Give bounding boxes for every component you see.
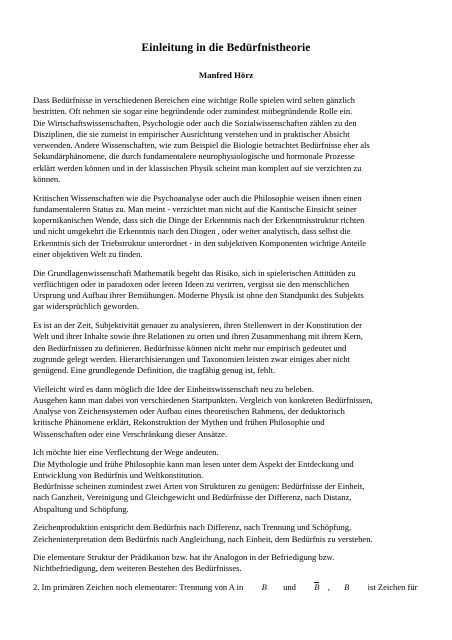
text-line: Welt und ihrer Inhalte sowie ihre Relationen zu orten und ihren Zusammenhang mit ihrem Kern,	[33, 331, 363, 342]
text-line: einer objektiven Welt zu finden.	[33, 249, 143, 260]
text-line: verwenden. Andere Wissenschaften, wie zum Beispiel die Biologie betrachtet Bedürfnisse eher als	[33, 140, 370, 151]
text-line: können.	[33, 174, 61, 185]
text-line: Vielleicht wird es dann möglich die Idee der Einheitswissenschaft neu zu beleben.	[33, 383, 314, 394]
text-line: Zeichenproduktion entspricht dem Bedürfnis nach Differenz, nach Trennung und Schöpfung,	[33, 522, 352, 533]
paragraph	[33, 268, 425, 313]
text-line: Dass Bedürfnisse in verschiedenen Bereichen eine wichtige Rolle spielen wird selten gänzlich	[33, 95, 356, 105]
symbol-b-bar: B	[314, 581, 320, 592]
final-line-conjunction: und	[283, 581, 296, 592]
paragraph	[33, 522, 425, 545]
text-line: verflüchtigen oder in paradoxen oder leeren Ideen zu verirren, vergisst sie den menschlichen	[33, 278, 350, 289]
text-line: den Bedürfnissen zu definieren. Bedürfnisse können nicht mehr nur empirisch gedeutet und	[33, 342, 347, 353]
text-line: Entwicklung von Bedürfnis und Weltkonstitution.	[33, 469, 204, 480]
paragraph	[33, 447, 425, 515]
final-line	[33, 582, 425, 593]
document-title: Einleitung in die Bedürfnistheorie	[141, 42, 311, 54]
text-line: Ursprung und Aufbau ihrer Bemühungen. Moderne Physik ist ohne den Standpunkt des Subjekts	[33, 290, 364, 301]
text-line: Ausgehen kann man dabei von verschiedenen Startpunkten. Vergleich von konkreten Bedürfnissen,	[33, 394, 373, 405]
text-line: Nichtbefriedigung, dem weiteren Bestehen des Bedürfnisses.	[33, 563, 242, 574]
text-line: Wissenschaften oder eine Verschränkung dieser Ansätze.	[33, 428, 228, 439]
text-line: Ich möchte hier eine Verflechtung der Wege andeuten.	[33, 447, 219, 458]
text-line: Abspaltung und Schöpfung.	[33, 503, 129, 514]
symbol-b: B	[261, 581, 267, 592]
text-line: Die elementare Struktur der Prädikation bzw. hat ihr Analogon in der Befriedigung bzw.	[33, 552, 335, 562]
text-line: genügend. Eine grundlegende Definition, die tragfähig genug ist, fehlt.	[33, 365, 276, 376]
text-line: bestritten. Oft nehmen sie sogar eine begründende oder zumindest mitbegründende Rolle ein.	[33, 106, 353, 117]
paragraph	[33, 552, 425, 575]
text-line: kritische Phänomene erklärt, Rekonstruktion der Mythen und frühen Philosophie und	[33, 417, 325, 428]
text-line: Die Mythologie und frühe Philosophie kann man lesen unter dem Aspekt der Entdeckung und	[33, 458, 354, 469]
document-body	[33, 95, 425, 593]
paragraph	[33, 193, 425, 261]
text-line: Analyse von Zeichensystemen oder Aufbau eines theoretischen Rahmens, der deduktorisch	[33, 406, 345, 417]
final-line-text-after: ist Zeichen für	[367, 581, 418, 592]
paragraph	[33, 384, 425, 440]
final-line-text-before: 2. Im primären Zeichen noch elementarer: Trennung von A in	[33, 581, 244, 592]
text-line: Sekundärphänomene, die durch fundamentalere neurophysiologische und hormonale Prozesse	[33, 151, 355, 162]
text-line: zugrunde gelegt werden. Hierarchisierungen und Taxonomien leisten zwar einiges aber nicht	[33, 353, 351, 364]
symbol-b-2: B	[344, 581, 350, 592]
paragraph	[33, 95, 425, 185]
text-line: Erkenntnis sich der Triebstruktur unterordnet - in den subjektiven Komponenten wichtige Anteile	[33, 237, 367, 248]
text-line: kopernikanischen Wende, dass sich die Dinge der Erkenntnis nach der Erkenntnisstruktur richten	[33, 215, 365, 226]
paragraph	[33, 320, 425, 376]
text-line: Die Wirtschaftswissenschaften, Psychologie oder auch die Sozialwissenschaften zählen zu den	[33, 117, 357, 128]
text-line: Es ist an der Zeit, Subjektivität genauer zu analysieren, ihren Stellenwert in der Konstitution der	[33, 319, 362, 330]
text-line: nach Ganzheit, Vereinigung und Gleichgewicht und Bedürfnisse der Differenz, nach Distanz,	[33, 492, 352, 503]
text-line: fundamentaleren Status zu. Man meint - verzichtet man nicht auf die Kantische Einsicht seiner	[33, 203, 357, 214]
text-line: Die Grundlagenwissenschaft Mathematik begeht das Risiko, sich in spielerischen Attitüden zu	[33, 267, 356, 278]
text-line: erklärt werden können und in der klassischen Physik scheint man komplett auf sie verzichten zu	[33, 162, 362, 173]
text-line: Kritischen Wissenschaften wie die Psychoanalyse oder auch die Philosophie weisen ihnen einen	[33, 192, 362, 203]
text-line: Zeicheninterpretation dem Bedürfnis nach Angleichung, nach Einheit, dem Bedürfnis zu verstehen.	[33, 533, 373, 544]
document-author: Manfred Hörz	[198, 70, 254, 80]
text-line: und nicht umgekehrt die Erkenntnis nach den Dingen , oder weiter analytisch, dass selbst die	[33, 226, 351, 237]
final-line-comma: ,	[327, 581, 330, 592]
text-line: Bedürfnisse scheinen zumindest zwei Arten von Strukturen zu genügen: Bedürfnisse der Einheit,	[33, 481, 365, 492]
text-line: Disziplinen, die sie zumeist in empirischer Ausrichtung verstehen und in praktischer Absicht	[33, 128, 350, 139]
text-line: gar widersprüchlich geworden.	[33, 301, 140, 312]
